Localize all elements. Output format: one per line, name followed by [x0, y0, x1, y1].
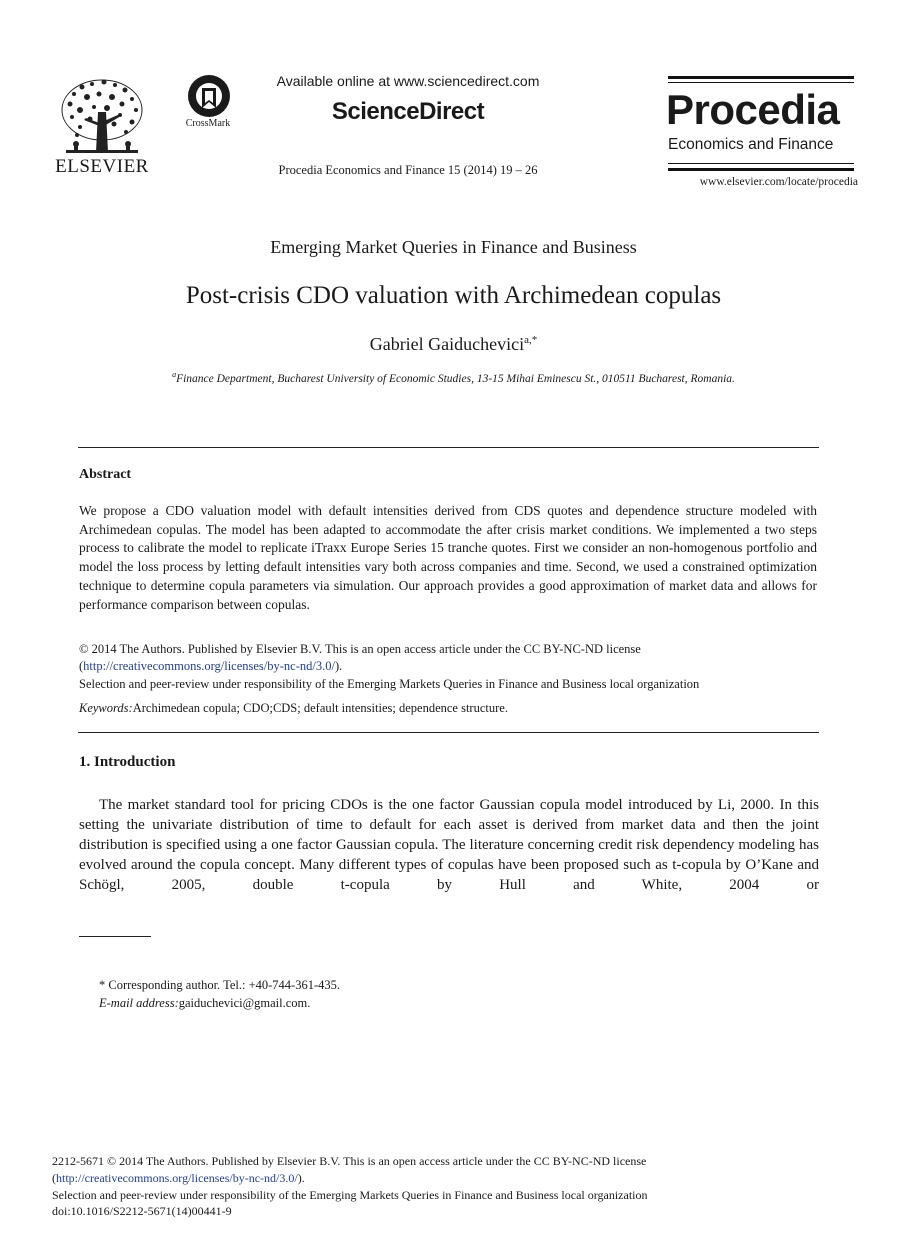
conference-name: Emerging Market Queries in Finance and Business [270, 237, 637, 257]
procedia-bottom-rule [668, 168, 854, 171]
journal-url[interactable]: www.elsevier.com/locate/procedia [699, 176, 858, 188]
procedia-top-rule-thin [668, 82, 854, 83]
author-line [0, 334, 907, 355]
affiliation [0, 370, 907, 385]
procedia-subtitle: Economics and Finance [668, 136, 834, 153]
corresponding-author-footnote: * Corresponding author. Tel.: +40-744-361-435. [99, 978, 340, 992]
email-label: E-mail address: [99, 996, 179, 1010]
sciencedirect-logo: ScienceDirect [331, 98, 485, 125]
journal-reference: Procedia Economics and Finance 15 (2014) 19 – 26 [278, 163, 538, 177]
author-name: Gabriel Gaiduchevici [369, 334, 525, 354]
affiliation-text: Finance Department, Bucharest University of Economic Studies, 13-15 Mihai Eminescu St., 010511 Bucharest, Romania. [176, 373, 735, 385]
elsevier-wordmark: ELSEVIER [55, 156, 149, 177]
license-link-close: ). [334, 659, 343, 673]
footer-doi[interactable]: doi:10.1016/S2212-5671(14)00441-9 [52, 1204, 232, 1218]
abstract-heading: Abstract [79, 467, 132, 482]
license-link-open: ( [79, 659, 84, 673]
author-marks[interactable]: a,* [524, 334, 538, 346]
abstract-text: We propose a CDO valuation model with default intensities derived from CDS quotes and dependence structure modeled with Archimedean copulas. The model has been adapted to accommodate the after crisis market conditions. We implemented a two steps process to calibrate the model to replicate iTraxx Europe Series 15 tranche quotes. First we consider an non-homogenous portfolio and model the loss process by letting default intensities vary both across companies and time. Second, we used a constrained optimization technique to determine copula parameters via simulation. Our approach provides a good approximation of market data and allows for performance comparison between copulas. [79, 503, 817, 612]
divider-bottom [78, 732, 819, 733]
section-heading-introduction: 1. Introduction [79, 754, 176, 770]
crossmark-label: CrossMark [185, 118, 231, 129]
procedia-top-rule [668, 76, 854, 79]
divider-top [78, 447, 819, 448]
footer-issn-license: 2212-5671 © 2014 The Authors. Published by Elsevier B.V. This is an open access article under the CC BY-NC-ND license [52, 1154, 647, 1168]
email-footnote [99, 996, 310, 1011]
footer-license-link-line [52, 1170, 852, 1186]
affiliation-mark: a [172, 370, 177, 380]
license-link[interactable]: http://creativecommons.org/licenses/by-nc-nd/3.0/ [83, 659, 335, 673]
keywords-text: Archimedean copula; CDO;CDS; default intensities; dependence structure. [132, 701, 508, 715]
license-link-line [79, 658, 819, 675]
footer-link-open: ( [52, 1171, 56, 1185]
article-title: Post-crisis CDO valuation with Archimedean copulas [185, 282, 722, 309]
email-address[interactable]: gaiduchevici@gmail.com. [178, 996, 311, 1010]
keywords-label: Keywords: [79, 701, 133, 715]
available-online-text: Available online at www.sciencedirect.com [276, 73, 540, 89]
procedia-logo: Procedia [666, 86, 840, 133]
procedia-bottom-rule-thin [668, 163, 854, 164]
footer-license-link[interactable]: http://creativecommons.org/licenses/by-nc-nd/3.0/ [56, 1171, 298, 1185]
license-statement: © 2014 The Authors. Published by Elsevier B.V. This is an open access article under the CC BY-NC-ND license [79, 642, 641, 656]
footnote-rule [79, 936, 151, 937]
footer-peer-review: Selection and peer-review under responsibility of the Emerging Markets Queries in Finance and Business local organization [52, 1188, 648, 1202]
peer-review-statement: Selection and peer-review under responsibility of the Emerging Markets Queries in Finance and Business local organization [79, 677, 700, 691]
keywords-line [79, 701, 819, 716]
footer-link-close: ). [297, 1171, 305, 1185]
introduction-text: The market standard tool for pricing CDOs is the one factor Gaussian copula model introduced by Li, 2000. In this setting the univariate distribution of time to default for each asset is derived from market data and then the joint distribution is specified using a one factor Gaussian copula. The literature concerning credit risk dependency modeling has evolved around the copula concept. Many different types of copulas have been proposed such as t-copula by O’Kane and Schögl, 2005, double t-copula by Hull and White, 2004 or [79, 797, 819, 893]
